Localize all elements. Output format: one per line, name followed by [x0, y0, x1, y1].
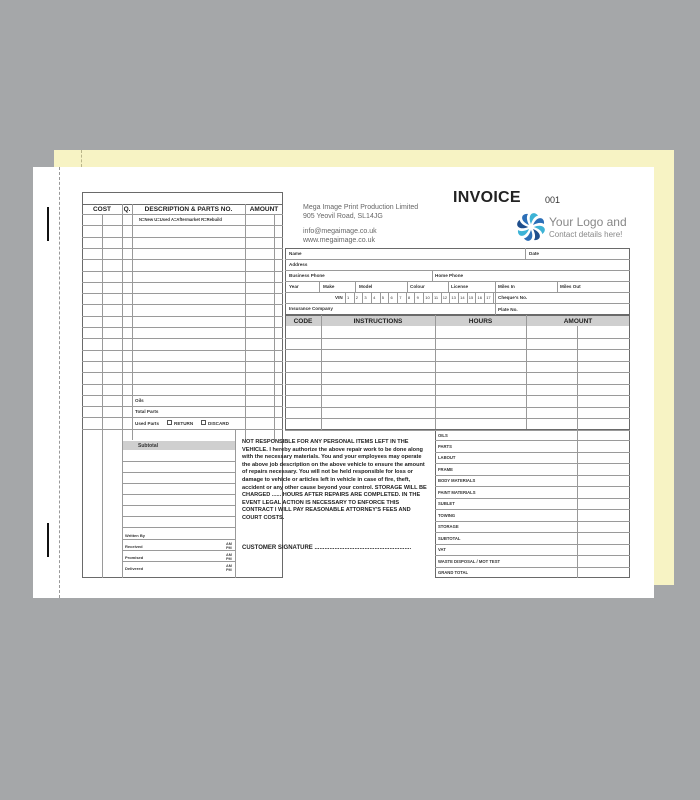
delivered-pm: PM: [226, 568, 232, 573]
license-label: License: [451, 284, 469, 289]
rule-line: [435, 498, 630, 499]
model-label: Model: [359, 284, 373, 289]
rule-line: [82, 248, 283, 249]
vin-box-4: 4: [373, 295, 376, 300]
rule-line: [435, 509, 630, 510]
perforation-line: [59, 167, 60, 598]
rule-line: [82, 237, 283, 238]
name-label: Name: [289, 251, 302, 256]
total-parts-label: Total Parts: [135, 409, 159, 414]
vin-box-10: 10: [425, 295, 430, 300]
promised-am: AM: [226, 553, 232, 557]
vin-divider: [423, 292, 424, 303]
vin-box-16: 16: [477, 295, 482, 300]
rule-line: [82, 395, 283, 396]
perforation-line-copy: [81, 150, 82, 167]
vin-box-14: 14: [460, 295, 465, 300]
rule-line: [285, 384, 630, 385]
vin-box-6: 6: [390, 295, 393, 300]
work-amount-header: AMOUNT: [563, 318, 593, 325]
delivered-label: Delivered: [125, 566, 144, 571]
invoice-sheet: [33, 167, 654, 598]
logo-text-line1: Your Logo and: [549, 215, 627, 229]
summary-label-towing: TOWING: [438, 512, 456, 518]
colour-label: Colour: [410, 284, 425, 289]
logo-blade: [533, 218, 544, 225]
rule-line: [82, 406, 283, 407]
vin-box-3: 3: [364, 295, 367, 300]
rule-line: [122, 516, 235, 517]
amount-header: AMOUNT: [249, 206, 279, 213]
company-email: info@megaimage.co.uk: [303, 228, 377, 235]
rule-line: [82, 350, 283, 351]
home-phone-label: Home Phone: [435, 273, 464, 278]
summary-label-waste-disposal-mot-test: WASTE DISPOSAL / MOT TEST: [438, 558, 501, 564]
vin-box-5: 5: [381, 295, 385, 300]
vin-divider: [354, 292, 355, 303]
summary-label-labout: LABOUT: [438, 455, 456, 461]
vin-divider: [432, 292, 433, 303]
received-am: AM: [226, 542, 232, 546]
rule-line: [435, 463, 630, 464]
rule-line: [82, 259, 283, 260]
company-address: 905 Yeovil Road, SL14JG: [303, 213, 383, 220]
address-label: Address: [289, 262, 308, 267]
vin-divider: [493, 292, 494, 303]
rule-line: [285, 338, 630, 339]
instructions-header: INSTRUCTIONS: [353, 318, 403, 325]
vin-divider: [362, 292, 363, 303]
summary-label-grand-total: GRAND TOTAL: [438, 570, 469, 576]
vin-label: VIN: [335, 295, 343, 300]
company-name: Mega Image Print Production Limited: [303, 204, 419, 211]
plate-no-label: Plate No.: [498, 307, 518, 312]
promised-label: Promised: [125, 555, 144, 560]
used-parts-label: Used Parts: [135, 421, 160, 426]
received-pm: PM: [226, 546, 232, 551]
rule-line: [82, 338, 283, 339]
rule-line: [285, 361, 630, 362]
business-phone-label: Business Phone: [289, 273, 325, 278]
binding-mark-bottom: [47, 523, 49, 557]
rule-line: [285, 430, 630, 431]
vin-box-11: 11: [434, 295, 439, 300]
rule-line: [435, 486, 630, 487]
invoice-number: 001: [545, 195, 561, 205]
miles-out-label: Miles Out: [560, 284, 581, 289]
rule-line: [82, 384, 283, 385]
rule-line: [122, 505, 235, 506]
rule-line: [82, 417, 283, 418]
miles-in-label: Miles In: [498, 284, 515, 289]
rule-line: [82, 225, 283, 226]
summary-label-sublet: SUBLET: [438, 501, 455, 507]
vin-divider: [380, 292, 381, 303]
pinwheel-logo-icon: [515, 211, 547, 243]
rule-line: [435, 544, 630, 545]
rule-line: [435, 475, 630, 476]
return-label: RETURN: [174, 421, 194, 426]
rule-line: [122, 472, 235, 473]
summary-label-oils: OILS: [438, 432, 448, 438]
rule-line: [435, 555, 630, 556]
vin-box-9: 9: [416, 295, 419, 300]
vin-box-1: 1: [347, 295, 350, 300]
vin-box-2: 2: [355, 295, 358, 300]
invoice-title: INVOICE: [453, 189, 521, 206]
logo-text-line2: Contact details here!: [549, 230, 623, 239]
vin-box-13: 13: [451, 295, 456, 300]
rule-line: [82, 304, 283, 305]
description-header: DESCRIPTION & PARTS NO.: [144, 206, 233, 213]
qty-header: Q.: [123, 206, 131, 213]
hours-header: HOURS: [468, 318, 493, 325]
return-checkbox[interactable]: [167, 420, 172, 425]
vin-divider: [441, 292, 442, 303]
rule-line: [285, 395, 630, 396]
company-details: [303, 203, 418, 245]
subtotal-label: Subtotal: [138, 443, 158, 449]
rule-line: [122, 461, 235, 462]
received-label: Received: [125, 544, 143, 549]
logo-blade: [533, 229, 540, 240]
disclaimer-text: NOT RESPONSIBLE FOR ANY PERSONAL ITEMS LEFT IN THE VEHICLE. I hereby authorize the above repair work to be done along with the necessary materials. You and your employees may operate the above job description on the above vehicle to ensure the amount of repairs necessary. You will not be held responsible for loss or damage to vehicle or articles left in vehicle in case of fire, theft, accident or any other cause beyond your control. STORAGE WILL BE CHARGED ...... HOURS AFTER REPAIRS ARE COMPLETED. IN THE EVENT LEGAL ACTION IS NECESSARY TO ENFORCE THIS CONTRACT I WILL PAY REASONABLE ATTORNEY'S FEES AND COURT COSTS.: [242, 439, 427, 521]
rule-line: [435, 452, 630, 453]
rule-line: [285, 372, 630, 373]
date-label: Date: [529, 251, 539, 256]
rule-line: [122, 539, 235, 540]
oils-label: Oils: [135, 398, 144, 403]
vin-divider: [458, 292, 459, 303]
vin-divider: [467, 292, 468, 303]
vin-divider: [406, 292, 407, 303]
discard-checkbox[interactable]: [201, 420, 206, 425]
year-label: Year: [289, 284, 299, 289]
parts-legend: N=New U=Used A=Aftermarket R=Rebuild: [139, 217, 222, 222]
company-website: www.megaimage.co.uk: [303, 237, 375, 244]
rule-line: [122, 527, 235, 528]
logo-blade: [518, 229, 529, 236]
rule-line: [435, 440, 630, 441]
rule-line: [435, 521, 630, 522]
summary-label-parts: PARTS: [438, 443, 452, 449]
vin-box-8: 8: [407, 295, 411, 300]
cheques-no-label: Cheque's No.: [498, 295, 528, 300]
rule-line: [435, 532, 630, 533]
rule-line: [82, 429, 283, 430]
summary-label-vat: VAT: [438, 547, 446, 553]
binding-mark-top: [47, 207, 49, 241]
summary-label-frame: FRAME: [438, 466, 453, 472]
summary-label-paint-materials: PAINT MATERIALS: [438, 489, 476, 495]
vin-divider: [388, 292, 389, 303]
insurance-label: Insurance Company: [289, 306, 333, 311]
summary-label-subtotal: SUBTOTAL: [438, 535, 461, 541]
customer-signature-field[interactable]: CUSTOMER SIGNATURE ..........................................................: [242, 545, 412, 551]
vin-divider: [449, 292, 450, 303]
vin-box-7: 7: [399, 295, 402, 300]
vin-box-15: 15: [468, 295, 474, 300]
vin-divider: [414, 292, 415, 303]
rule-line: [82, 361, 283, 362]
discard-label: DISCARD: [208, 421, 229, 426]
vin-divider: [484, 292, 485, 303]
vin-box-12: 12: [442, 295, 448, 300]
rule-line: [122, 550, 235, 551]
written-by-label: Written By: [125, 533, 145, 538]
code-header: CODE: [293, 318, 313, 325]
vin-divider: [475, 292, 476, 303]
rule-line: [285, 349, 630, 350]
rule-line: [82, 316, 283, 317]
cost-header: COST: [92, 206, 112, 213]
rule-line: [122, 561, 235, 562]
vin-divider: [371, 292, 372, 303]
rule-line: [82, 282, 283, 283]
logo-blade: [522, 214, 529, 225]
rule-line: [82, 271, 283, 272]
promised-pm: PM: [226, 557, 232, 562]
make-label: Make: [323, 284, 335, 289]
rule-line: [122, 494, 235, 495]
rule-line: [435, 567, 630, 568]
rule-line: [122, 483, 235, 484]
vin-box-17: 17: [486, 295, 491, 300]
vin-divider: [397, 292, 398, 303]
summary-label-body-materials: BODY MATERIALS: [438, 478, 476, 484]
rule-line: [82, 372, 283, 373]
rule-line: [82, 327, 283, 328]
rule-line: [82, 293, 283, 294]
delivered-am: AM: [226, 564, 232, 568]
rule-line: [285, 418, 630, 419]
rule-line: [285, 407, 630, 408]
summary-label-storage: STORAGE: [438, 524, 459, 530]
